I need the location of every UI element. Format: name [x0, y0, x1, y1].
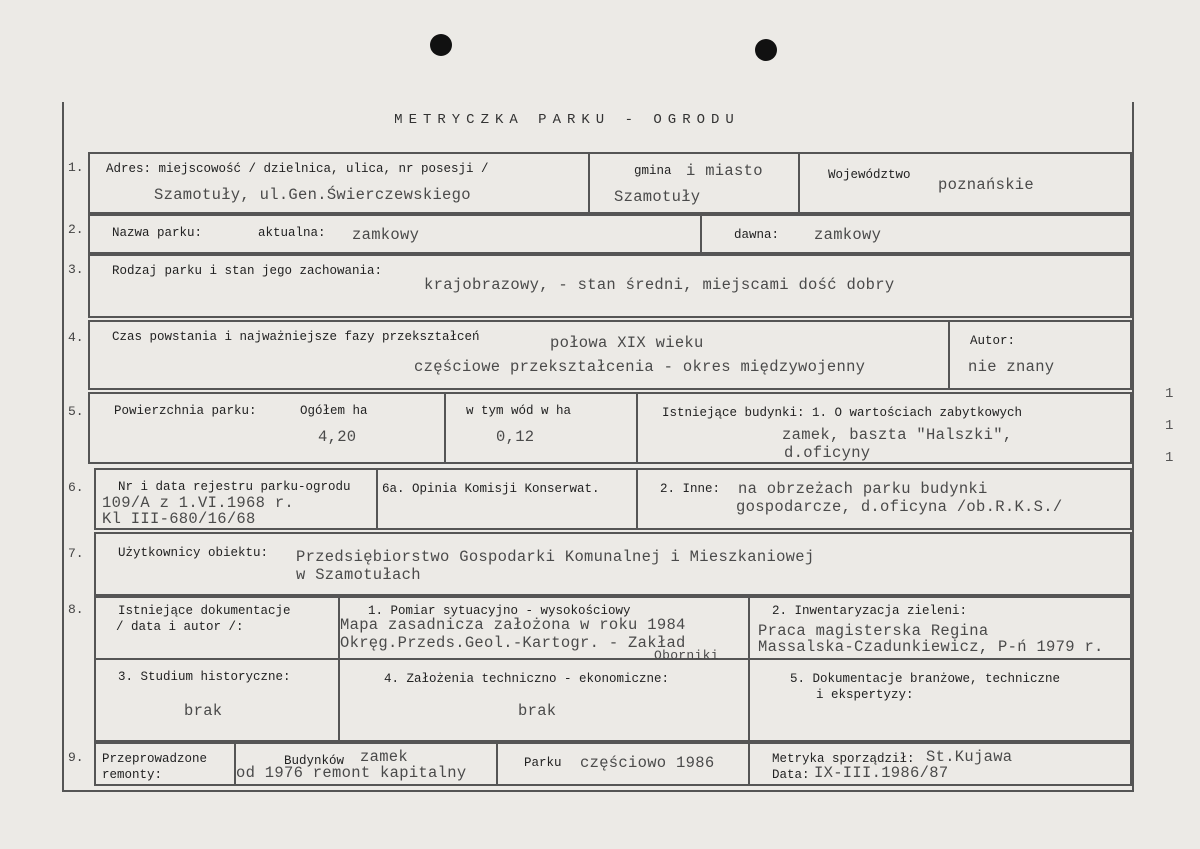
survey-value-1: Mapa zasadnicza założona w roku 1984: [340, 616, 686, 634]
park-repairs-value: częściowo 1986: [580, 754, 715, 772]
history-label: Czas powstania i najważniejsze fazy przekształceń: [112, 330, 480, 344]
row-number: 8.: [68, 602, 84, 617]
repairs-label-1: Przeprowadzone: [102, 752, 208, 766]
documentation-label-1: Istniejące dokumentacje: [118, 604, 291, 618]
greenery-inventory-label: 2. Inwentaryzacja zieleni:: [772, 604, 968, 618]
buildings-value-1: zamek, baszta "Halszki",: [782, 426, 1013, 444]
gmina-label: gmina: [634, 164, 672, 178]
buildings-value-2: d.oficyny: [784, 444, 871, 462]
row-number: 6.: [68, 480, 84, 495]
buildings-repairs-value-1: zamek: [360, 748, 409, 766]
gmina-value: Szamotuły: [614, 188, 701, 206]
users-label: Użytkownicy obiektu:: [118, 546, 269, 560]
other-buildings-value-2: gospodarcze, d.oficyna /ob.R.K.S./: [736, 498, 1063, 516]
former-name-value: zamkowy: [814, 226, 882, 244]
record-author-label: Metryka sporządził:: [772, 752, 915, 766]
water-box: [444, 392, 638, 464]
tech-econ-label: 4. Założenia techniczno - ekonomiczne:: [384, 672, 670, 686]
row-number: 7.: [68, 546, 84, 561]
historical-study-value: brak: [184, 702, 223, 720]
register-value-1: 109/A z 1.VI.1968 r.: [102, 494, 295, 512]
address-label: Adres: miejscowość / dzielnica, ulica, nr posesji /: [106, 162, 489, 176]
record-author-value: St.Kujawa: [926, 748, 1013, 766]
punch-hole-left: [430, 34, 452, 56]
area-label: Powierzchnia parku:: [114, 404, 257, 418]
greenery-inventory-value-1: Praca magisterska Regina: [758, 622, 989, 640]
voivodeship-value: poznańskie: [938, 176, 1035, 194]
register-value-2: Kl III-680/16/68: [102, 510, 256, 528]
greenery-inventory-value-2: Massalska-Czadunkiewicz, P-ń 1979 r.: [758, 638, 1104, 656]
users-value-2: w Szamotułach: [296, 566, 421, 584]
divider: [748, 596, 750, 742]
park-record-form: [62, 102, 1134, 792]
users-value-1: Przedsiębiorstwo Gospodarki Komunalnej i Mieszkaniowej: [296, 548, 815, 566]
name-label: Nazwa parku:: [112, 226, 203, 240]
conservator-opinion-box: [376, 468, 638, 530]
author-box: [948, 320, 1132, 390]
row-number: 5.: [68, 404, 84, 419]
documentation-label-2: / data i autor /:: [116, 620, 244, 634]
current-name-label: aktualna:: [258, 226, 326, 240]
area-box: [88, 392, 446, 464]
margin-mark: 1: [1165, 386, 1174, 402]
conservator-opinion-label: 6a. Opinia Komisji Konserwat.: [382, 482, 600, 496]
water-value: 0,12: [496, 428, 535, 446]
history-value-2: częściowe przekształcenia - okres międzywojenny: [414, 358, 866, 376]
buildings-repairs-label: Budynków: [284, 754, 345, 768]
survey-value-3: Oborniki: [654, 648, 719, 663]
gmina-typed: i miasto: [686, 162, 763, 180]
tech-econ-value: brak: [518, 702, 557, 720]
record-date-value: IX-III.1986/87: [814, 764, 949, 782]
form-title: METRYCZKA PARKU - OGRODU: [394, 112, 740, 128]
register-label: Nr i data rejestru parku-ogrodu: [118, 480, 351, 494]
park-repairs-label: Parku: [524, 756, 562, 770]
voivodeship-label: Województwo: [828, 168, 911, 182]
record-date-label: Data:: [772, 768, 810, 782]
margin-mark: 1: [1165, 450, 1174, 466]
area-total-value: 4,20: [318, 428, 357, 446]
author-label: Autor:: [970, 334, 1016, 348]
industry-docs-label-1: 5. Dokumentacje branżowe, techniczne: [790, 672, 1061, 686]
row-number: 1.: [68, 160, 84, 175]
row-number: 9.: [68, 750, 84, 765]
margin-mark: 1: [1165, 418, 1174, 434]
industry-docs-label-2: i ekspertyzy:: [816, 688, 914, 702]
buildings-label: Istniejące budynki: 1. O wartościach zabytkowych: [662, 406, 1023, 420]
history-value-1: połowa XIX wieku: [550, 334, 704, 352]
other-buildings-label: 2. Inne:: [660, 482, 721, 496]
survey-value-2: Okręg.Przeds.Geol.-Kartogr. - Zakład: [340, 634, 686, 652]
historical-study-label: 3. Studium historyczne:: [118, 670, 291, 684]
row-number: 3.: [68, 262, 84, 277]
water-label: w tym wód w ha: [466, 404, 572, 418]
buildings-repairs-value-2: od 1976 remont kapitalny: [236, 764, 467, 782]
former-name-label: dawna:: [734, 228, 780, 242]
punch-hole-right: [755, 39, 777, 61]
survey-label: 1. Pomiar sytuacyjno - wysokościowy: [368, 604, 631, 618]
repairs-label-2: remonty:: [102, 768, 163, 782]
type-label: Rodzaj parku i stan jego zachowania:: [112, 264, 383, 278]
area-total-label: Ogółem ha: [300, 404, 368, 418]
type-value: krajobrazowy, - stan średni, miejscami dość dobry: [424, 276, 895, 294]
address-value: Szamotuły, ul.Gen.Świerczewskiego: [154, 186, 471, 204]
row-number: 4.: [68, 330, 84, 345]
divider: [94, 658, 1132, 660]
other-buildings-value-1: na obrzeżach parku budynki: [738, 480, 988, 498]
current-name-value: zamkowy: [352, 226, 420, 244]
author-value: nie znany: [968, 358, 1055, 376]
row-number: 2.: [68, 222, 84, 237]
